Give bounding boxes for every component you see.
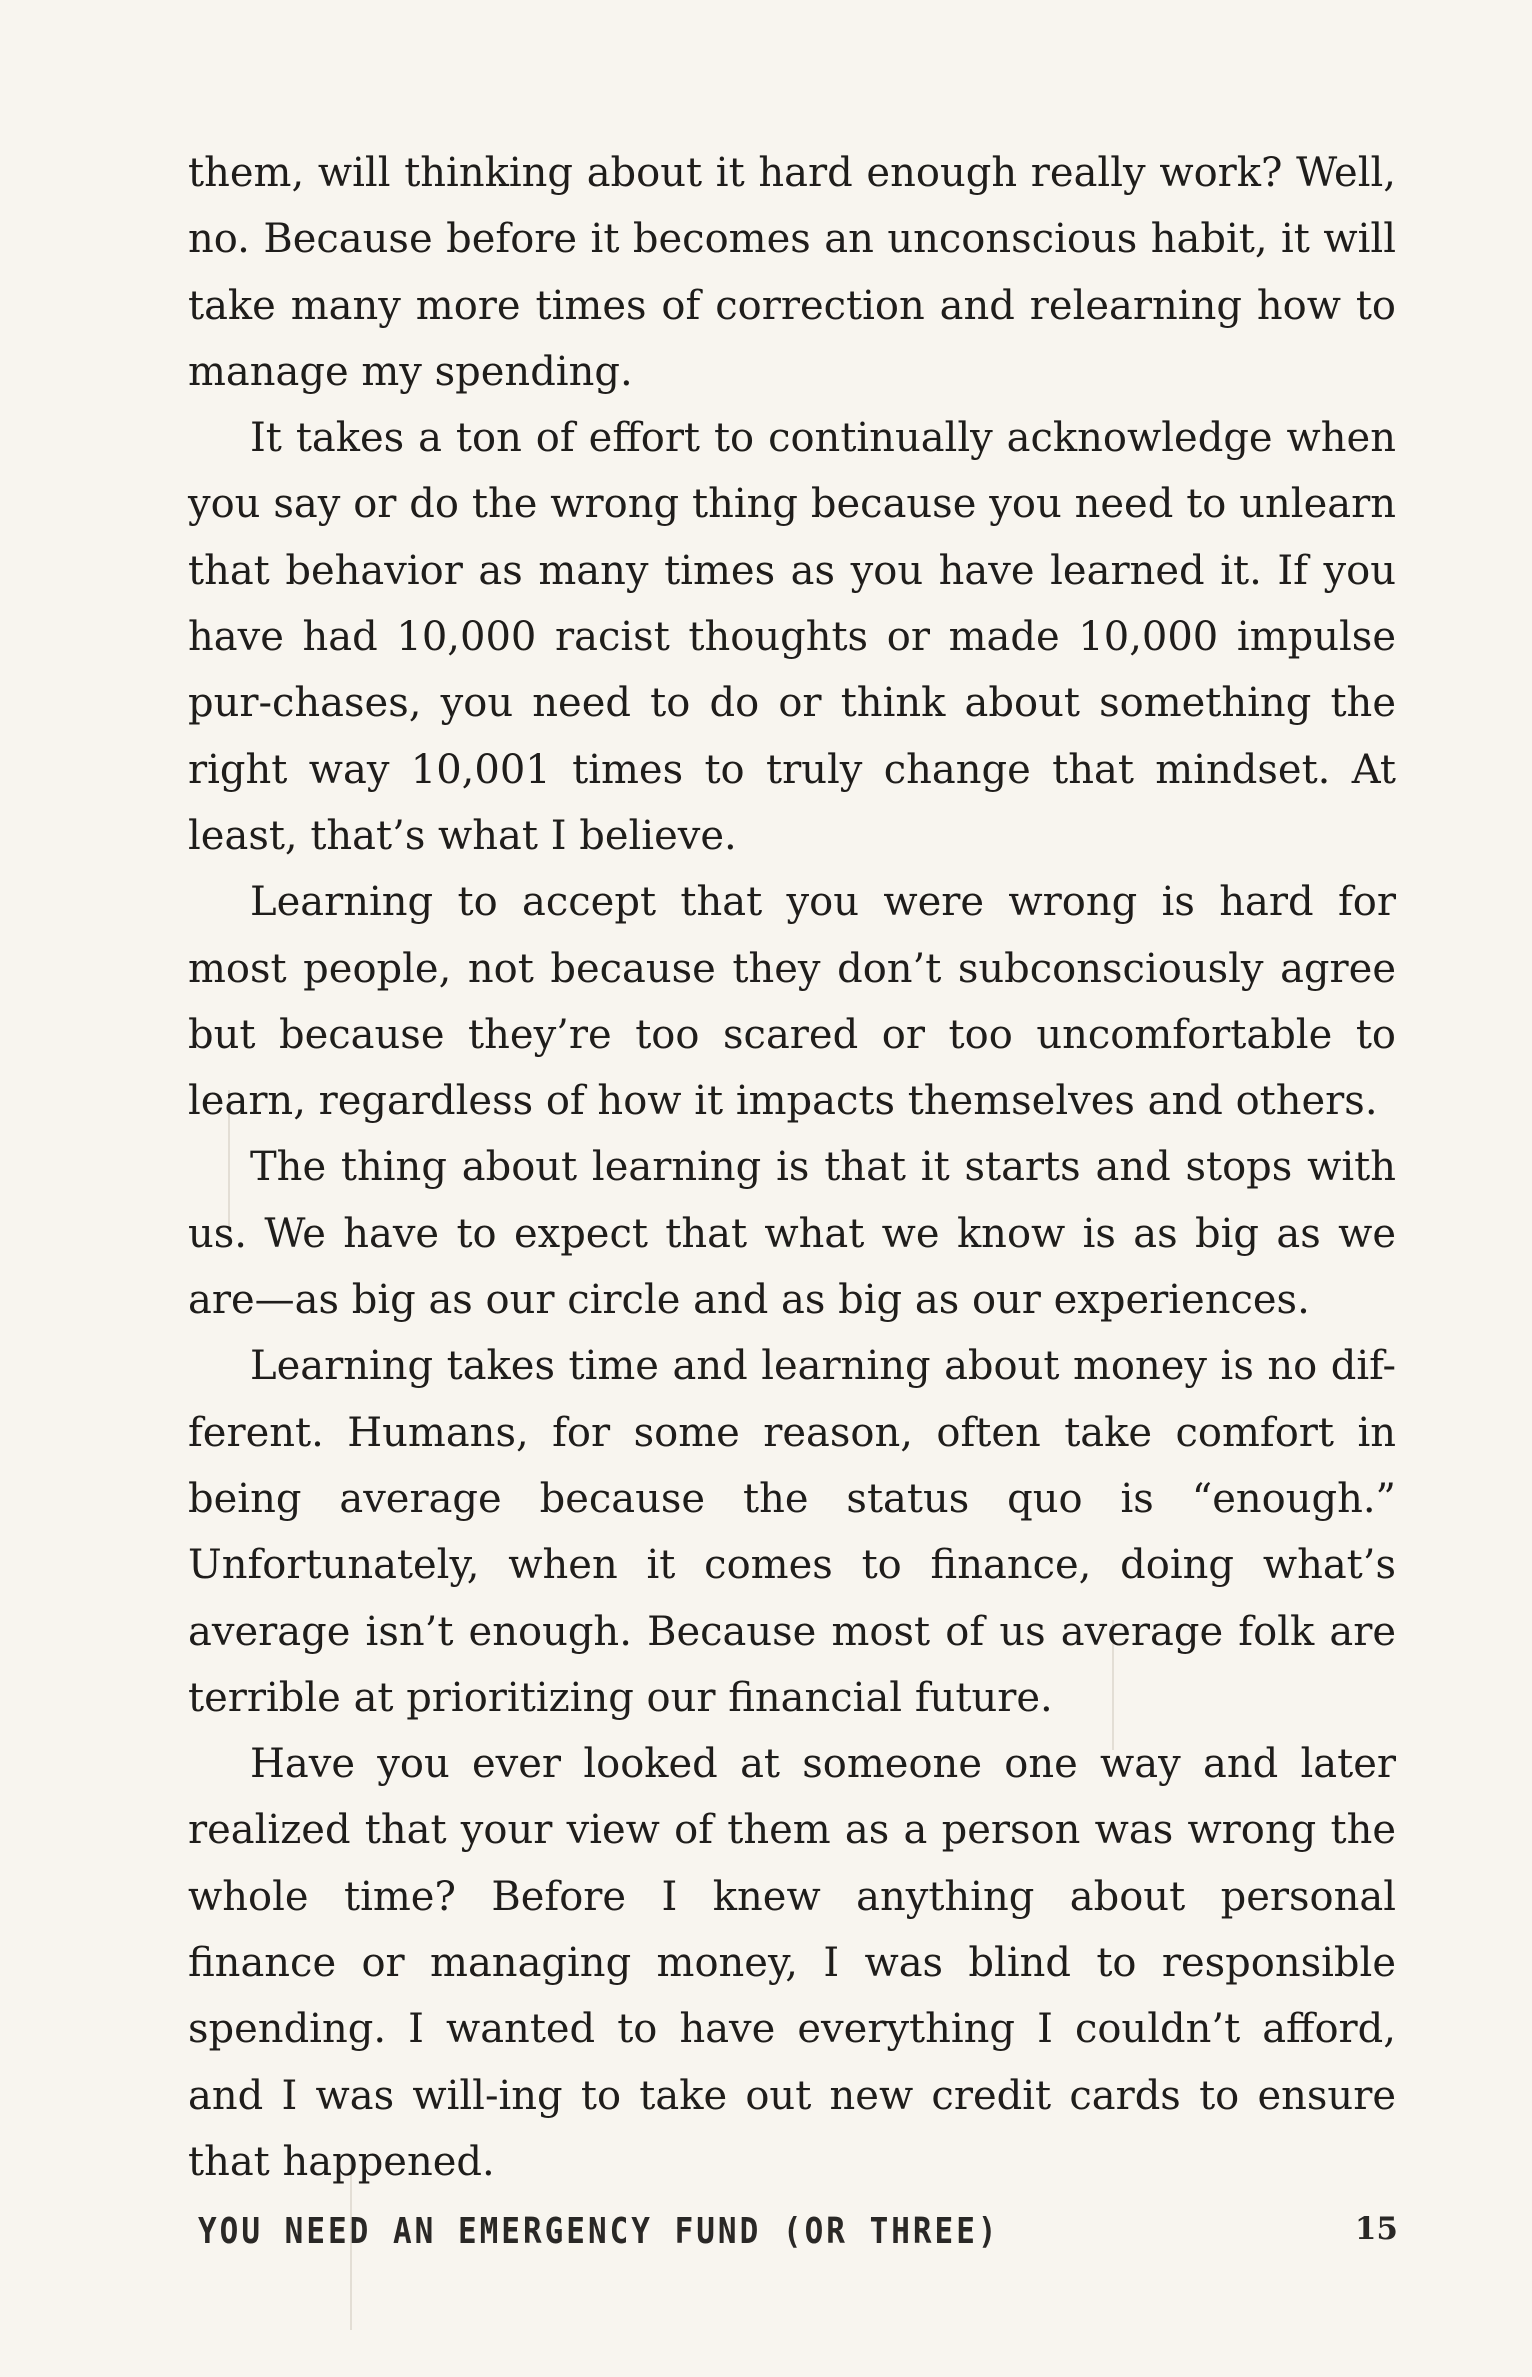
body-text	[188, 140, 1396, 2195]
page-footer	[198, 2211, 1398, 2251]
paragraph: them, will thinking about it hard enough really work? Well, no. Because before it becomes an unconscious habit, it will take many more times of correction and relearning how to manage my spending.	[188, 150, 1396, 395]
paragraph: Learning takes time and learning about money is no dif-ferent. Humans, for some reason, often take comfort in being average because the status quo is “enough.” Unfortunately, when it comes to finance, doing what’s average isn’t enough. Because most of us average folk are terrible at prioritizing our financial future.	[188, 1343, 1396, 1721]
paragraph: Learning to accept that you were wrong is hard for most people, not because they don’t subconsciously agree but because they’re too scared or too uncomfortable to learn, regardless of how it impacts themselves and others.	[188, 879, 1396, 1125]
paragraph: It takes a ton of effort to continually acknowledge when you say or do the wrong thing because you need to unlearn that behavior as many times as you have learned it. If you have had 10,000 racist thoughts or made 10,000 impulse pur-chases, you need to do or think about something the right way 10,001 times to truly change that mindset. At least, that’s what I believe.	[188, 415, 1396, 859]
paragraph: The thing about learning is that it starts and stops with us. We have to expect that what we know is as big as we are—as big as our circle and as big as our experiences.	[188, 1144, 1396, 1324]
running-head: YOU NEED AN EMERGENCY FUND (OR THREE)	[198, 2211, 1000, 2253]
paragraph: Have you ever looked at someone one way and later realized that your view of them as a person was wrong the whole time? Before I knew anything about personal finance or managing money, I was blind to responsible spending. I wanted to have everything I couldn’t afford, and I was will-ing to take out new credit cards to ensure that happened.	[188, 1741, 1396, 2185]
page-number: 15	[1354, 2211, 1398, 2247]
